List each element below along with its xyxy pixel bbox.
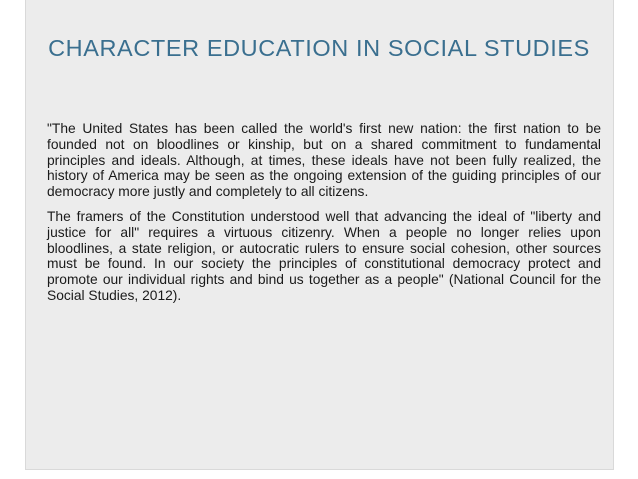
quote-paragraph-2: The framers of the Constitution understood well that advancing the ideal of "liberty and justice for all" requires a virtuous citizenry. When a people no longer relies upon bloodlines, a state religion, or autocratic rulers to ensure social cohesion, other sources must be found. In our society the principles of constitutional democracy protect and promote our individual rights and bind us together as a people" (National Council for the Social Studies, 2012). [47,208,601,303]
slide-title: CHARACTER EDUCATION IN SOCIAL STUDIES [48,35,590,61]
slide-body [47,121,601,304]
quote-paragraph-1: "The United States has been called the world's first new nation: the first nation to be founded not on bloodlines or kinship, but on a shared commitment to fundamental principles and ideals. Although, at times, these ideals have not been fully realized, the history of America may be seen as the ongoing extension of the guiding principles of our democracy more justly and completely to all citizens. [47,121,601,200]
